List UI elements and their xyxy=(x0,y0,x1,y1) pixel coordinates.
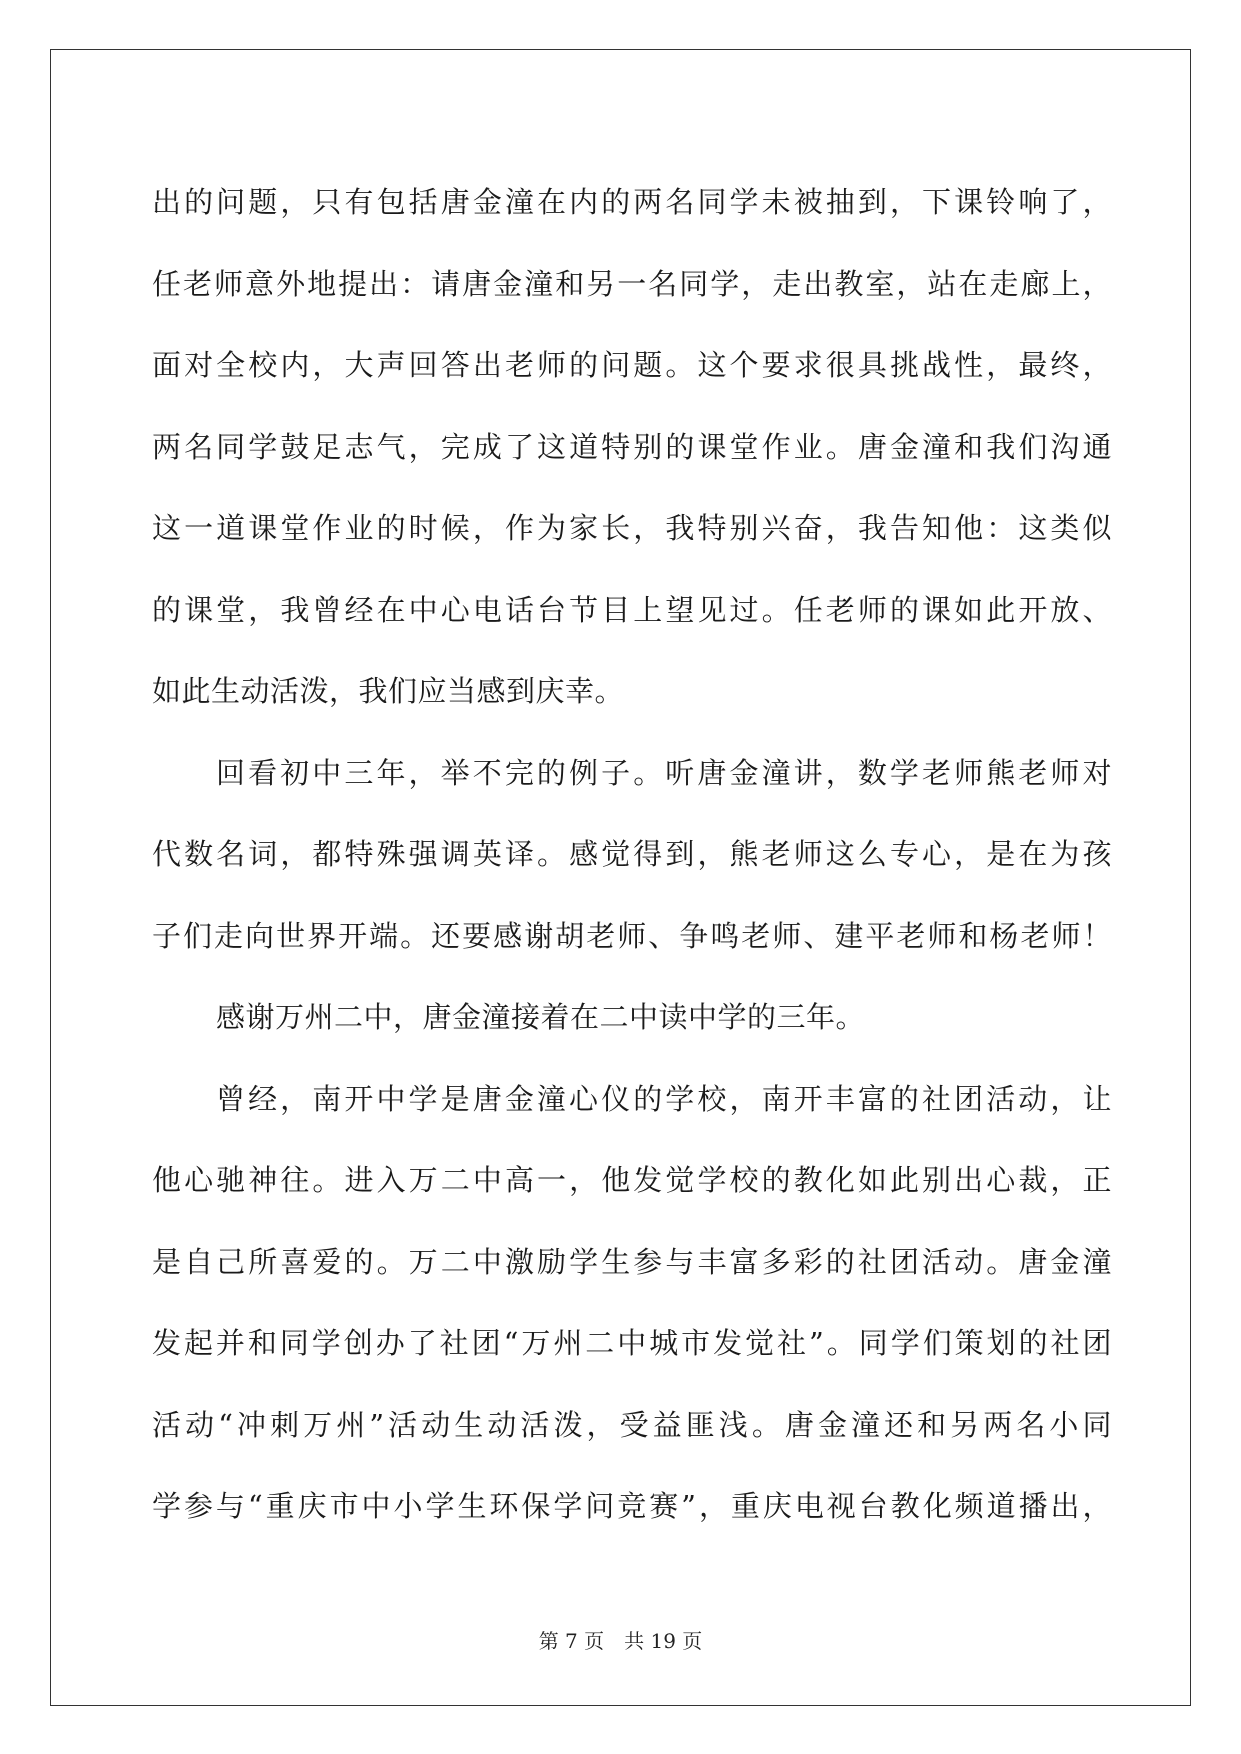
text-line: 代数名词，都特殊强调英译。感觉得到，熊老师这么专心，是在为孩 xyxy=(152,837,1112,871)
text-line: 学参与“重庆市中小学生环保学问竞赛”，重庆电视台教化频道播出， xyxy=(152,1489,1112,1523)
text-line: 任老师意外地提出：请唐金潼和另一名同学，走出教室，站在走廊上， xyxy=(152,266,1112,301)
document-body xyxy=(152,162,1112,1548)
text-line: 发起并和同学创办了社团“万州二中城市发觉社”。同学们策划的社团 xyxy=(152,1326,1112,1360)
paragraph-first-line: 感谢万州二中，唐金潼接着在二中读中学的三年。 xyxy=(216,1000,866,1034)
text-line: 活动“冲刺万州”活动生动活泼，受益匪浅。唐金潼还和另两名小同 xyxy=(152,1407,1112,1442)
paragraph-first-line: 曾经，南开中学是唐金潼心仪的学校，南开丰富的社团活动，让 xyxy=(216,1081,1112,1116)
text-line: 的课堂，我曾经在中心电话台节目上望见过。任老师的课如此开放、 xyxy=(152,592,1112,627)
text-line: 出的问题，只有包括唐金潼在内的两名同学未被抽到，下课铃响了， xyxy=(152,185,1112,219)
text-line: 面对全校内，大声回答出老师的问题。这个要求很具挑战性，最终， xyxy=(152,348,1112,382)
text-line: 两名同学鼓足志气，完成了这道特别的课堂作业。唐金潼和我们沟通 xyxy=(152,429,1112,464)
text-line: 是自己所喜爱的。万二中激励学生参与丰富多彩的社团活动。唐金潼 xyxy=(152,1244,1112,1279)
text-line: 这一道课堂作业的时候，作为家长，我特别兴奋，我告知他：这类似 xyxy=(152,511,1112,545)
page-number-footer: 第 7 页 共 19 页 xyxy=(538,1629,703,1653)
text-line: 子们走向世界开端。还要感谢胡老师、争鸣老师、建平老师和杨老师！ xyxy=(152,918,1112,953)
text-line: 他心驰神往。进入万二中高一，他发觉学校的教化如此别出心裁，正 xyxy=(152,1163,1112,1197)
text-line: 如此生动活泼，我们应当感到庆幸。 xyxy=(152,674,625,708)
paragraph-first-line: 回看初中三年，举不完的例子。听唐金潼讲，数学老师熊老师对 xyxy=(216,755,1112,790)
